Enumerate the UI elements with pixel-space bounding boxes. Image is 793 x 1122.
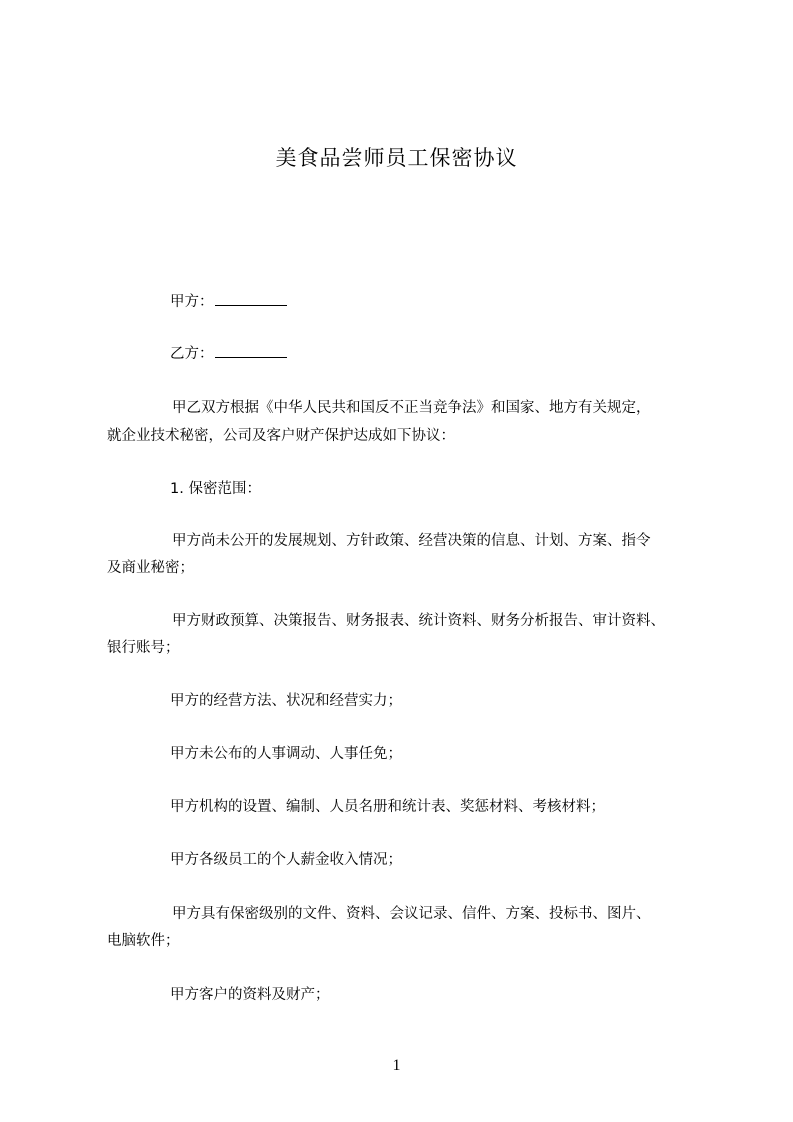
paragraph-line: 甲乙双方根据《中华人民共和国反不正当竞争法》和国家、地方有关规定， bbox=[172, 400, 651, 416]
party-b-line bbox=[170, 343, 287, 364]
paragraph-line: 甲方各级员工的个人薪金收入情况； bbox=[170, 852, 402, 868]
paragraph-line: 甲方未公布的人事调动、人事任免； bbox=[170, 746, 402, 762]
paragraph-line: 甲方财政预算、决策报告、财务报表、统计资料、财务分析报告、审计资料、 bbox=[172, 613, 665, 629]
document-title: 美食品尝师员工保密协议 bbox=[275, 146, 518, 170]
paragraph-line: 甲方的经营方法、状况和经营实力； bbox=[170, 693, 402, 709]
paragraph-line: 甲方客户的资料及财产； bbox=[170, 987, 330, 1003]
party-b-blank bbox=[215, 343, 287, 358]
paragraph-line: 电脑软件； bbox=[107, 933, 180, 949]
party-a-label: 甲方： bbox=[170, 294, 214, 310]
party-a-blank bbox=[215, 291, 287, 306]
party-b-label: 乙方： bbox=[170, 346, 214, 362]
party-a-line bbox=[170, 291, 287, 312]
paragraph-line: 银行账号； bbox=[107, 640, 180, 656]
paragraph-line: 甲方具有保密级别的文件、资料、会议记录、信件、方案、投标书、图片、 bbox=[172, 906, 651, 922]
page-number: 1 bbox=[392, 1057, 401, 1074]
paragraph-line: 甲方尚未公开的发展规划、方针政策、经营决策的信息、计划、方案、指令 bbox=[172, 533, 651, 549]
paragraph-line: 及商业秘密； bbox=[107, 560, 194, 576]
paragraph-line: 就企业技术秘密，公司及客户财产保护达成如下协议： bbox=[107, 428, 455, 444]
paragraph-line: 甲方机构的设置、编制、人员名册和统计表、奖惩材料、考核材料； bbox=[170, 799, 605, 815]
section-heading: 1. 保密范围： bbox=[170, 481, 261, 497]
